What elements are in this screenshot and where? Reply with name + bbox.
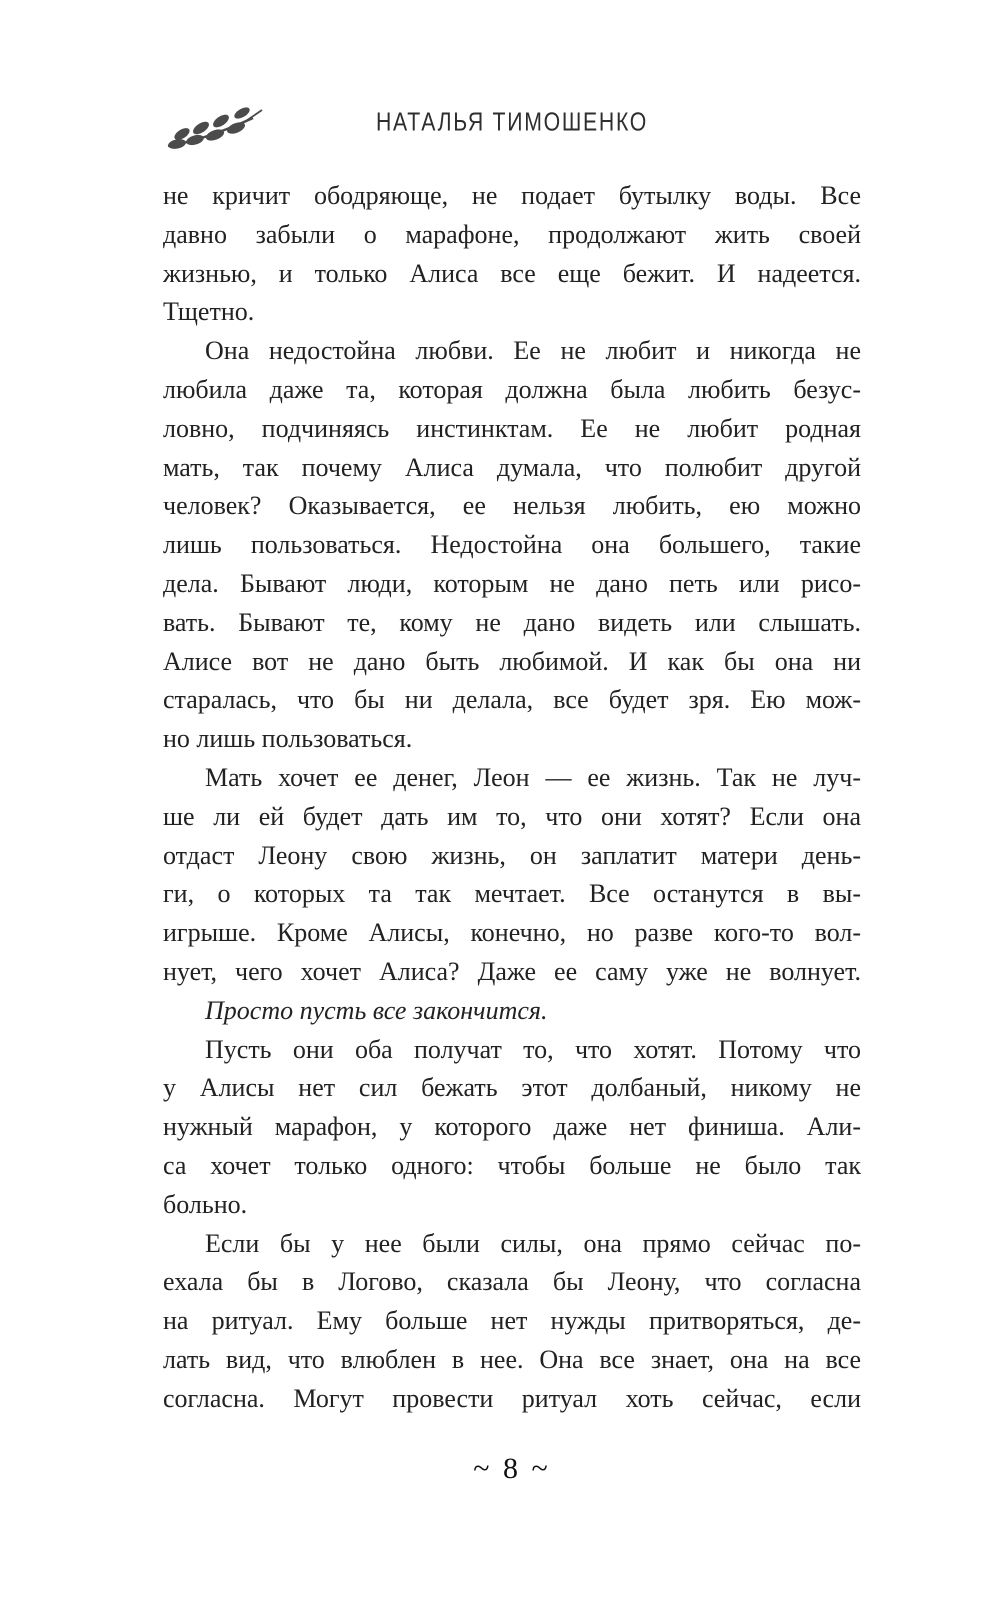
text-line: дела. Бывают люди, которым не дано петь или рисо- — [163, 568, 861, 598]
text-line: Она недостойна любви. Ее не любит и никогда не — [205, 336, 861, 366]
text-line: нужный марафон, у которого даже нет финиша. Али- — [163, 1112, 861, 1142]
text-line: Пусть они оба получат то, что хотят. Потому что — [205, 1034, 861, 1064]
text-line: не кричит ободряюще, не подает бутылку воды. Все — [163, 181, 861, 210]
text-line: отдаст Леону свою жизнь, он заплатит матери день- — [163, 840, 861, 870]
text-line: нует, чего хочет Алиса? Даже ее саму уже не волнует. — [163, 956, 861, 986]
text-line: ловно, подчиняясь инстинктам. Ее не любит родная — [163, 413, 861, 443]
text-line: Тщетно. — [163, 297, 255, 327]
text-line: но лишь пользоваться. — [163, 724, 413, 754]
text-line: Алисе вот не дано быть любимой. И как бы она ни — [163, 646, 861, 676]
page-header — [163, 100, 861, 156]
text-line: старалась, что бы ни делала, все будет зря. Ею мож- — [163, 685, 861, 715]
text-line: ги, о которых та так мечтает. Все останутся в вы- — [163, 879, 861, 909]
text-line: на ритуал. Ему больше нет нужды притворяться, де- — [163, 1306, 861, 1336]
page-number: ~ 8 ~ — [473, 1452, 551, 1485]
text-line: жизнью, и только Алиса все еще бежит. И надеется. — [163, 258, 861, 288]
text-line: вать. Бывают те, кому не дано видеть или слышать. — [163, 607, 861, 637]
paragraph — [163, 1225, 861, 1419]
paragraph — [163, 332, 861, 759]
text-line: Мать хочет ее денег, Леон — ее жизнь. Так не луч- — [205, 762, 861, 792]
text-line: са хочет только одного: чтобы больше не было так — [163, 1150, 861, 1180]
text-line: любила даже та, которая должна была любить безус- — [163, 374, 861, 404]
text-line: согласна. Могут провести ритуал хоть сейчас, если — [163, 1383, 861, 1413]
author-running-head: НАТАЛЬЯ ТИМОШЕНКО — [375, 107, 648, 137]
text-line: ше ли ей будет дать им то, что они хотят? Если она — [163, 801, 861, 831]
author-running-head-wrap — [163, 108, 861, 137]
text-line: лать вид, что влюблен в нее. Она все знает, она на все — [163, 1344, 861, 1374]
paragraph-italic-thought — [163, 992, 861, 1031]
text-line: Просто пусть все закончится. — [205, 995, 548, 1025]
text-line: ехала бы в Логово, сказала бы Леону, что согласна — [163, 1267, 861, 1297]
text-line: у Алисы нет сил бежать этот долбаный, никому не — [163, 1073, 861, 1103]
body-text — [163, 177, 861, 1419]
text-line: давно забыли о марафоне, продолжают жить своей — [163, 219, 861, 249]
paragraph — [163, 759, 861, 992]
paragraph — [163, 1031, 861, 1225]
text-line: человек? Оказывается, ее нельзя любить, ею можно — [163, 491, 861, 521]
text-line: Если бы у нее были силы, она прямо сейчас по- — [205, 1228, 861, 1258]
text-line: игрыше. Кроме Алисы, конечно, но разве кого-то вол- — [163, 918, 861, 948]
paragraph — [163, 177, 861, 332]
text-line: лишь пользоваться. Недостойна она большего, такие — [163, 530, 861, 560]
text-line: больно. — [163, 1189, 248, 1219]
text-line: мать, так почему Алиса думала, что полюбит другой — [163, 452, 861, 482]
